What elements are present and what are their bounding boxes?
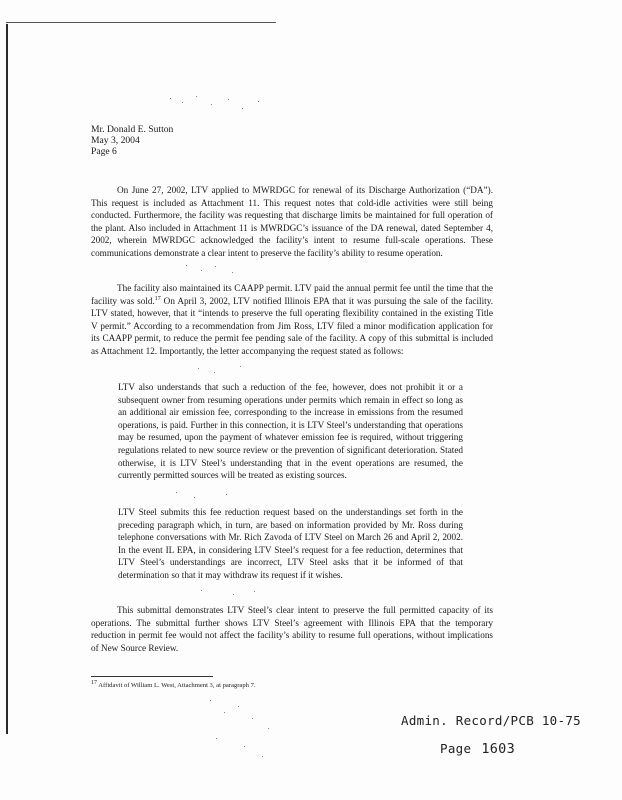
- page-stamp-number: 1603: [481, 741, 516, 757]
- scan-top-edge: [6, 22, 276, 23]
- paragraph-caapp-permit-part1: The facility also maintained its CAAPP permit. LTV paid the annual permit fee until the time that the facility was sold.: [91, 283, 493, 306]
- block-quote-fee-request: LTV Steel submits this fee reduction request based on the understandings set forth in the preceding paragraph which, in turn, are based on information provided by Mr. Ross during telephone conversations with Mr. Rich Zavoda of LTV Steel on March 26 and April 2, 2002. In the event IL EPA, in considering LTV Steel’s request for a fee reduction, determines that LTV Steel’s understandings are incorrect, LTV Steel asks that it be informed of that determination so that it may withdraw its request if it wishes.: [118, 507, 463, 580]
- scan-left-edge: [6, 24, 8, 734]
- page-number-header: Page 6: [91, 146, 117, 157]
- paragraph-submittal-intent: This submittal demonstrates LTV Steel’s clear intent to preserve the full permitted capacity of its operations. The submittal further shows LTV Steel’s agreement with Illinois EPA that the temporary reduction in permit fee would not affect the facility’s ability to resume full operations, without implications of New Source Review.: [91, 605, 493, 653]
- paragraph-discharge-authorization: On June 27, 2002, LTV applied to MWRDGC for renewal of its Discharge Authorization (“DA”). This request is included as Attachment 11. This request notes that cold-idle activities were still being conducted. Furthermore, the facility was requesting that discharge limits be maintained for full operation of the plant. Also included in Attachment 11 is MWRDGC’s issuance of the DA renewal, dated September 4, 2002, wherein MWRDGC acknowledged the facility’s intent to resume full-scale operations. These communications demonstrate a clear intent to preserve the facility’s ability to resume operation.: [91, 185, 493, 258]
- admin-record-stamp: Admin. Record/PCB 10-75: [401, 713, 581, 728]
- paragraph-caapp-permit: [91, 282, 493, 358]
- block-quote-fee-reduction: LTV also understands that such a reduction of the fee, however, does not prohibit it or a subsequent owner from resuming operations under permits which remain in effect so long as an additional air emission fee, corresponding to the increase in emissions from the resumed operations, is paid. Further in this connection, it is LTV Steel’s understanding that operations may be resumed, upon the payment of whatever emission fee is required, without triggering regulations related to new source review or the prevention of significant deterioration. Stated otherwise, it is LTV Steel’s understanding that in the event operations are resumed, the currently permitted sources will be treated as existing sources.: [118, 382, 463, 481]
- footnote-reference: 17: [154, 295, 161, 302]
- footnote-mark: 17: [91, 679, 97, 686]
- page-stamp: [440, 741, 515, 757]
- recipient-name: Mr. Donald E. Sutton: [91, 124, 174, 135]
- footnote-divider: [91, 676, 213, 677]
- letter-header: [91, 124, 173, 157]
- page-stamp-label: Page: [440, 741, 472, 756]
- footnote: [91, 679, 256, 690]
- paragraph-caapp-permit-part2: On April 3, 2002, LTV notified Illinois EPA that it was pursuing the sale of the facility. LTV stated, however, that it “intends to preserve the full operating flexibility contained in the existing Title V permit.” According to a recommendation from Jim Ross, LTV filed a minor modification application for its CAAPP permit, to reduce the permit fee pending sale of the facility. A copy of this submittal is included as Attachment 12. Importantly, the letter accompanying the request stated as follows:: [91, 295, 493, 356]
- letter-date: May 3, 2004: [91, 135, 140, 146]
- footnote-text: Affidavit of William L. West, Attachment 3, at paragraph 7.: [97, 682, 256, 689]
